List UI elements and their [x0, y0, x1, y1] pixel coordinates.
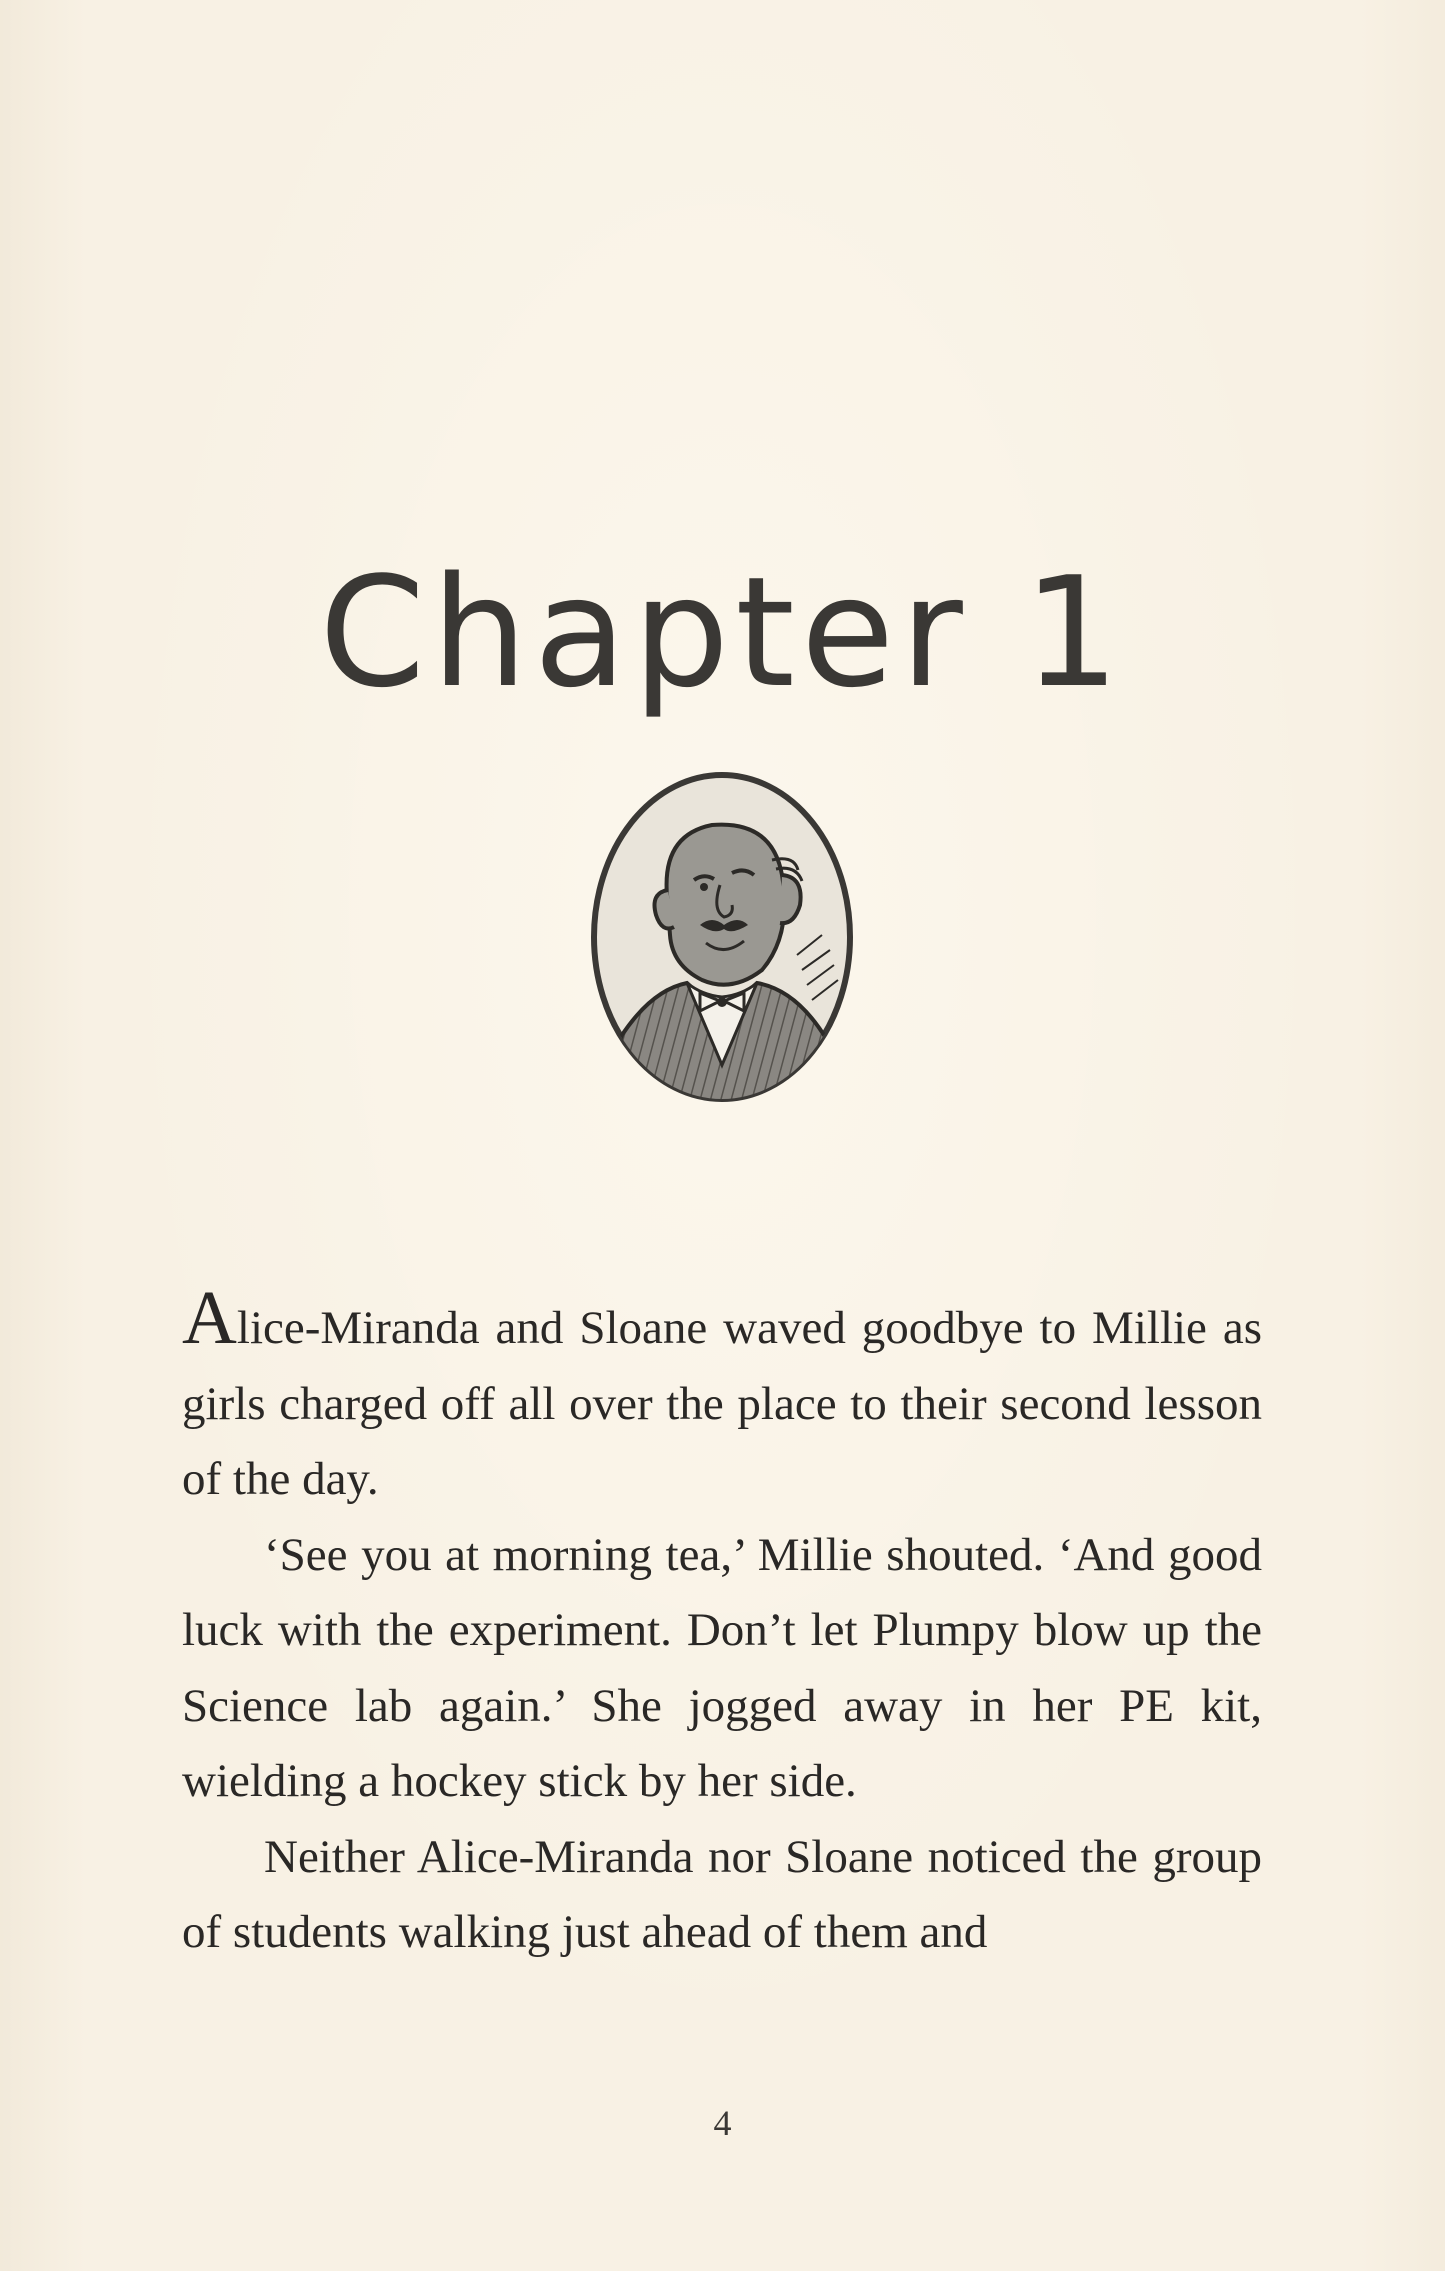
paragraph-3: Neither Alice-Miranda nor Sloane noticed the group of students walking just ahead of them and	[182, 1830, 1262, 1958]
paragraph-1-text: lice-Miranda and Sloane waved goodbye to Millie as girls charged off all over the place to their second lesson of the day.	[182, 1302, 1262, 1505]
drop-cap: A	[182, 1276, 237, 1360]
portrait-illustration	[582, 765, 862, 1110]
body-text	[182, 1276, 1262, 1971]
page-number: 4	[713, 2103, 732, 2143]
paragraph-2: ‘See you at morning tea,’ Millie shouted. ‘And good luck with the experiment. Don’t let Plumpy blow up the Science lab again.’ She jogged away in her PE kit, wielding a hockey stick by her side.	[182, 1528, 1262, 1807]
paragraph-1	[182, 1276, 1262, 1518]
chapter-title: Chapter 1	[319, 543, 1126, 721]
